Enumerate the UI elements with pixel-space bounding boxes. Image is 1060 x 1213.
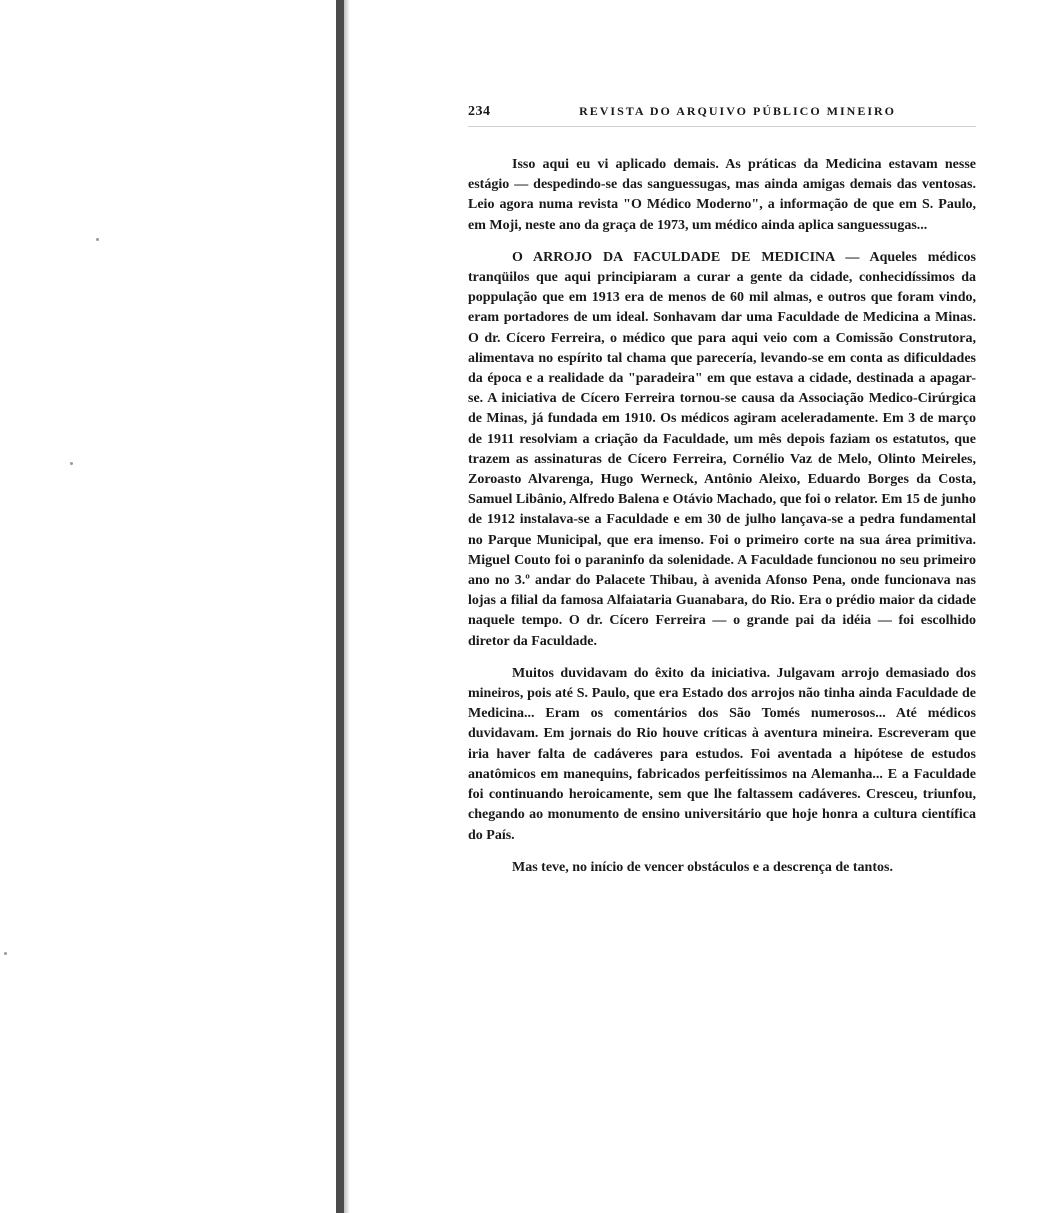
paragraph: Isso aqui eu vi aplicado demais. As práticas da Medicina estavam nesse estágio — despedindo-se das sanguessugas, mas ainda amigas demais das ventosas. Leio agora numa revista "O Médico Moderno", a informação de que em S. Paulo, em Moji, neste ano da graça de 1973, um médico ainda aplica sanguessugas...: [468, 157, 976, 233]
book-spine: [336, 0, 344, 1213]
page-header: [468, 104, 976, 127]
paragraph: Muitos duvidavam do êxito da iniciativa. Julgavam arrojo demasiado dos mineiros, pois até S. Paulo, que era Estado dos arrojos não tinha ainda Faculdade de Medicina... Eram os comentários dos São Tomés numerosos... Até médicos duvidavam. Em jornais do Rio houve críticas à aventura mineira. Escreveram que iria haver falta de cadáveres para estudos. Foi aventada a hipótese de estudos anatômicos em manequins, fabricados perfeitíssimos na Alemanha... E a Faculdade foi continuando heroicamente, sem que lhe faltassem cadáveres. Cresceu, triunfou, chegando ao monumento de ensino universitário que hoje honra a cultura científica do País.: [468, 665, 976, 843]
page-number: 234: [468, 104, 491, 119]
dust-speck: [70, 462, 73, 465]
running-head: REVISTA DO ARQUIVO PÚBLICO MINEIRO: [579, 104, 896, 118]
spine-shadow: [344, 0, 350, 1213]
blank-left-page: [0, 0, 340, 1213]
dust-speck: [4, 952, 7, 955]
text-page: [468, 104, 976, 890]
paragraph: Mas teve, no início de vencer obstáculos e a descrença de tantos.: [512, 859, 893, 875]
dust-speck: [96, 238, 99, 241]
paragraph: O ARROJO DA FACULDADE DE MEDICINA — Aqueles médicos tranqüilos que aqui principiaram a curar a gente da cidade, conhecidíssimos da poppulação que em 1913 era de menos de 60 mil almas, e outros que foram vindo, eram portadores de um ideal. Sonhavam dar uma Faculdade de Medicina a Minas. O dr. Cícero Ferreira, o médico que para aqui veio com a Comissão Construtora, alimentava no espírito tal chama que parecería, levando-se em conta as dificuldades da época e a realidade da "paradeira" em que estava a cidade, destinada a apagar-se. A iniciativa de Cícero Ferreira tornou-se causa da Associação Medico-Cirúrgica de Minas, já fundada em 1910. Os médicos agiram aceleradamente. Em 3 de março de 1911 resolviam a criação da Faculdade, um mês depois faziam os estatutos, que trazem as assinaturas de Cícero Ferreira, Cornélio Vaz de Melo, Olinto Meireles, Zoroasto Alvarenga, Hugo Werneck, Antônio Aleixo, Eduardo Borges da Costa, Samuel Libânio, Alfredo Balena e Otávio Machado, que foi o relator. Em 15 de junho de 1912 instalava-se a Faculdade e em 30 de julho lançava-se a pedra fundamental no Parque Municipal, que era imenso. Foi o primeiro corte na sua área primitiva. Miguel Couto foi o paraninfo da solenidade. A Faculdade funcionou no seu primeiro ano no 3.º andar do Palacete Thibau, à avenida Afonso Pena, onde funcionava nas lojas a filial da famosa Alfaiataria Guanabara, do Rio. Era o prédio maior da cidade naquele tempo. O dr. Cícero Ferreira — o grande pai da idéia — foi escolhido diretor da Faculdade.: [468, 249, 976, 649]
